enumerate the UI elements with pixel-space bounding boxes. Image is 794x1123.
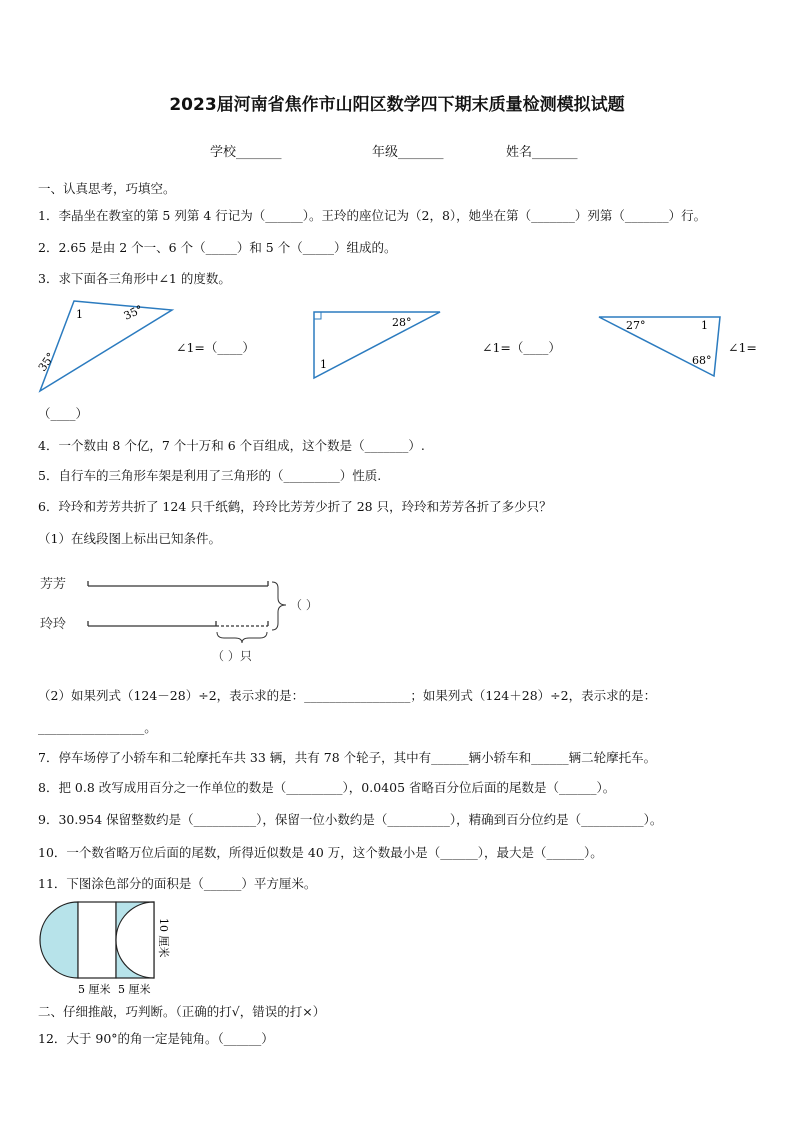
triangle-3-answer: ∠1= <box>728 340 757 355</box>
section-1-heading: 一、认真思考，巧填空。 <box>38 181 176 196</box>
school-field[interactable]: 学校_______ <box>210 145 282 160</box>
question-2: 2．2.65 是由 2 个一、6 个（_____）和 5 个（_____）组成的。 <box>38 240 397 255</box>
question-10: 10．一个数省略万位后面的尾数，所得近似数是 40 万，这个数最小是（______），最大是（______）。 <box>38 845 603 860</box>
triangle-3-angle-a: 27° <box>626 319 646 332</box>
segment-name-lingling: 玲玲 <box>40 617 67 632</box>
triangle-1-angle-a: 35° <box>121 302 145 323</box>
triangle-2-label: 1 <box>320 358 327 371</box>
question-3: 3．求下面各三角形中∠1 的度数。 <box>38 271 231 286</box>
area-width-left-label: 5 厘米 <box>78 983 111 996</box>
triangle-2-answer: ∠1=（____） <box>482 340 561 355</box>
triangle-figure-3 <box>596 312 724 380</box>
triangle-2-angle-a: 28° <box>392 316 412 329</box>
segment-name-fangfang: 芳芳 <box>40 577 67 592</box>
triangle-1-angle-b: 35° <box>35 350 58 374</box>
triangle-figure-1 <box>34 296 184 396</box>
name-field[interactable]: 姓名_______ <box>506 145 578 160</box>
question-6-part-1: （1）在线段图上标出已知条件。 <box>38 531 221 546</box>
triangle-3-label: 1 <box>701 319 708 332</box>
question-1: 1．李晶坐在教室的第 5 列第 4 行记为（______）。王玲的座位记为（2，8），她坐在第（_______）列第（_______）行。 <box>38 208 707 223</box>
area-figure <box>38 898 178 998</box>
grade-field[interactable]: 年级_______ <box>372 145 444 160</box>
triangle-3-answer-wrap: （____） <box>38 406 89 421</box>
segment-diagram <box>36 568 366 668</box>
section-2-heading: 二、仔细推敲，巧判断。（正确的打√，错误的打×） <box>38 1004 326 1019</box>
question-4: 4．一个数由 8 个亿，7 个十万和 6 个百组成，这个数是（_______）. <box>38 438 425 453</box>
question-6-part-2-answer-line: _________________。 <box>38 720 157 735</box>
question-8: 8．把 0.8 改写成用百分之一作单位的数是（_________），0.0405 省略百分位后面的尾数是（______）。 <box>38 780 616 795</box>
area-height-label: 10 厘米 <box>157 918 170 958</box>
question-11: 11．下图涂色部分的面积是（______）平方厘米。 <box>38 876 317 891</box>
triangle-1-answer: ∠1=（____） <box>176 340 255 355</box>
segment-diff-bracket: （ ）只 <box>212 649 252 663</box>
triangle-3-angle-b: 68° <box>692 354 712 367</box>
question-12: 12．大于 90°的角一定是钝角。（______） <box>38 1031 274 1046</box>
page-title: 2023届河南省焦作市山阳区数学四下期末质量检测模拟试题 <box>169 95 625 115</box>
question-5: 5．自行车的三角形车架是利用了三角形的（_________）性质. <box>38 468 382 483</box>
question-6-part-2: （2）如果列式（124－28）÷2，表示求的是：_________________；如果列式（124＋28）÷2，表示求的是： <box>38 688 657 703</box>
question-7: 7．停车场停了小轿车和二轮摩托车共 33 辆，共有 78 个轮子，其中有______辆小轿车和______辆二轮摩托车。 <box>38 750 657 765</box>
triangle-figure-2 <box>310 308 445 383</box>
triangle-1-label: 1 <box>76 308 83 321</box>
segment-total-bracket: （ ） <box>290 598 318 612</box>
shaded-left-semicircle <box>40 902 78 978</box>
area-width-right-label: 5 厘米 <box>118 983 151 996</box>
question-9: 9．30.954 保留整数约是（__________），保留一位小数约是（__________），精确到百分位约是（__________）。 <box>38 812 663 827</box>
question-6: 6．玲玲和芳芳共折了 124 只千纸鹤，玲玲比芳芳少折了 28 只，玲玲和芳芳各折了多少只？ <box>38 499 552 514</box>
